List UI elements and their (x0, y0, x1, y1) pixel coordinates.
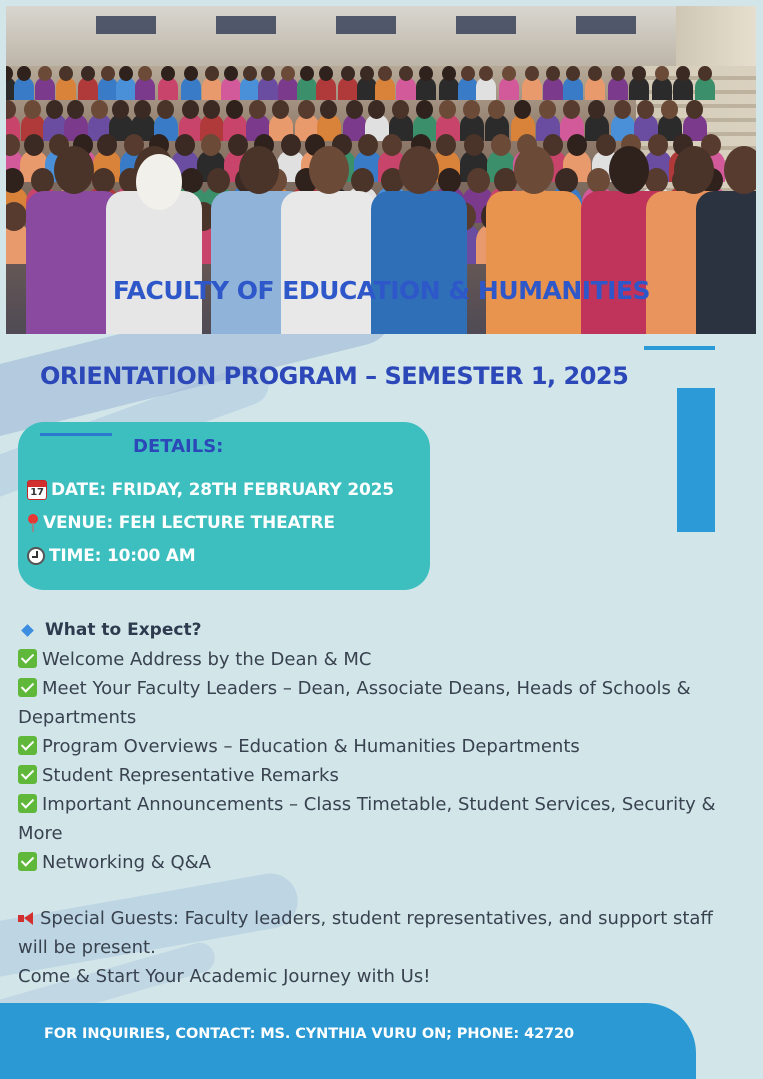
time-text: TIME: 10:00 AM (49, 546, 196, 566)
clock-icon (27, 547, 45, 565)
faculty-title: FACULTY OF EDUCATION & HUMANITIES (112, 276, 651, 305)
details-card-accent-line (40, 433, 112, 436)
lecture-theatre-wall (6, 6, 756, 66)
calendar-icon: 17 (27, 480, 47, 500)
venue-text: VENUE: FEH LECTURE THEATRE (43, 513, 335, 533)
time-row (27, 544, 195, 568)
check-icon (18, 678, 37, 697)
accent-bar-top (644, 346, 715, 350)
special-guests (18, 904, 728, 991)
list-item: Important Announcements – Class Timetable, Student Services, Security & More (18, 794, 716, 844)
accent-bar-side (677, 388, 715, 532)
check-icon (18, 736, 37, 755)
expect-heading: What to Expect? (20, 620, 201, 640)
special-guests-text: Special Guests: Faculty leaders, student representatives, and support staff will be present. (18, 908, 713, 958)
check-icon (18, 794, 37, 813)
list-item: Networking & Q&A (18, 848, 718, 877)
check-icon (18, 765, 37, 784)
date-text: DATE: FRIDAY, 28TH FEBRUARY 2025 (51, 480, 394, 500)
contact-text: FOR INQUIRIES, CONTACT: MS. CYNTHIA VURU ON; PHONE: 42720 (44, 1026, 575, 1042)
closing-line: Come & Start Your Academic Journey with Us! (18, 966, 431, 987)
location-pin-icon (27, 513, 39, 533)
list-item: Welcome Address by the Dean & MC (18, 645, 718, 674)
list-item: Program Overviews – Education & Humanities Departments (18, 732, 718, 761)
program-title: ORIENTATION PROGRAM – SEMESTER 1, 2025 (40, 362, 629, 390)
expect-list (18, 645, 718, 877)
check-icon (18, 852, 37, 871)
details-heading: DETAILS: (133, 436, 224, 457)
date-row (27, 478, 394, 502)
blue-diamond-icon (21, 624, 34, 637)
venue-row (27, 511, 335, 535)
list-item: Meet Your Faculty Leaders – Dean, Associate Deans, Heads of Schools & Departments (18, 678, 691, 728)
list-item: Student Representative Remarks (18, 761, 718, 790)
megaphone-icon (18, 912, 34, 925)
check-icon (18, 649, 37, 668)
